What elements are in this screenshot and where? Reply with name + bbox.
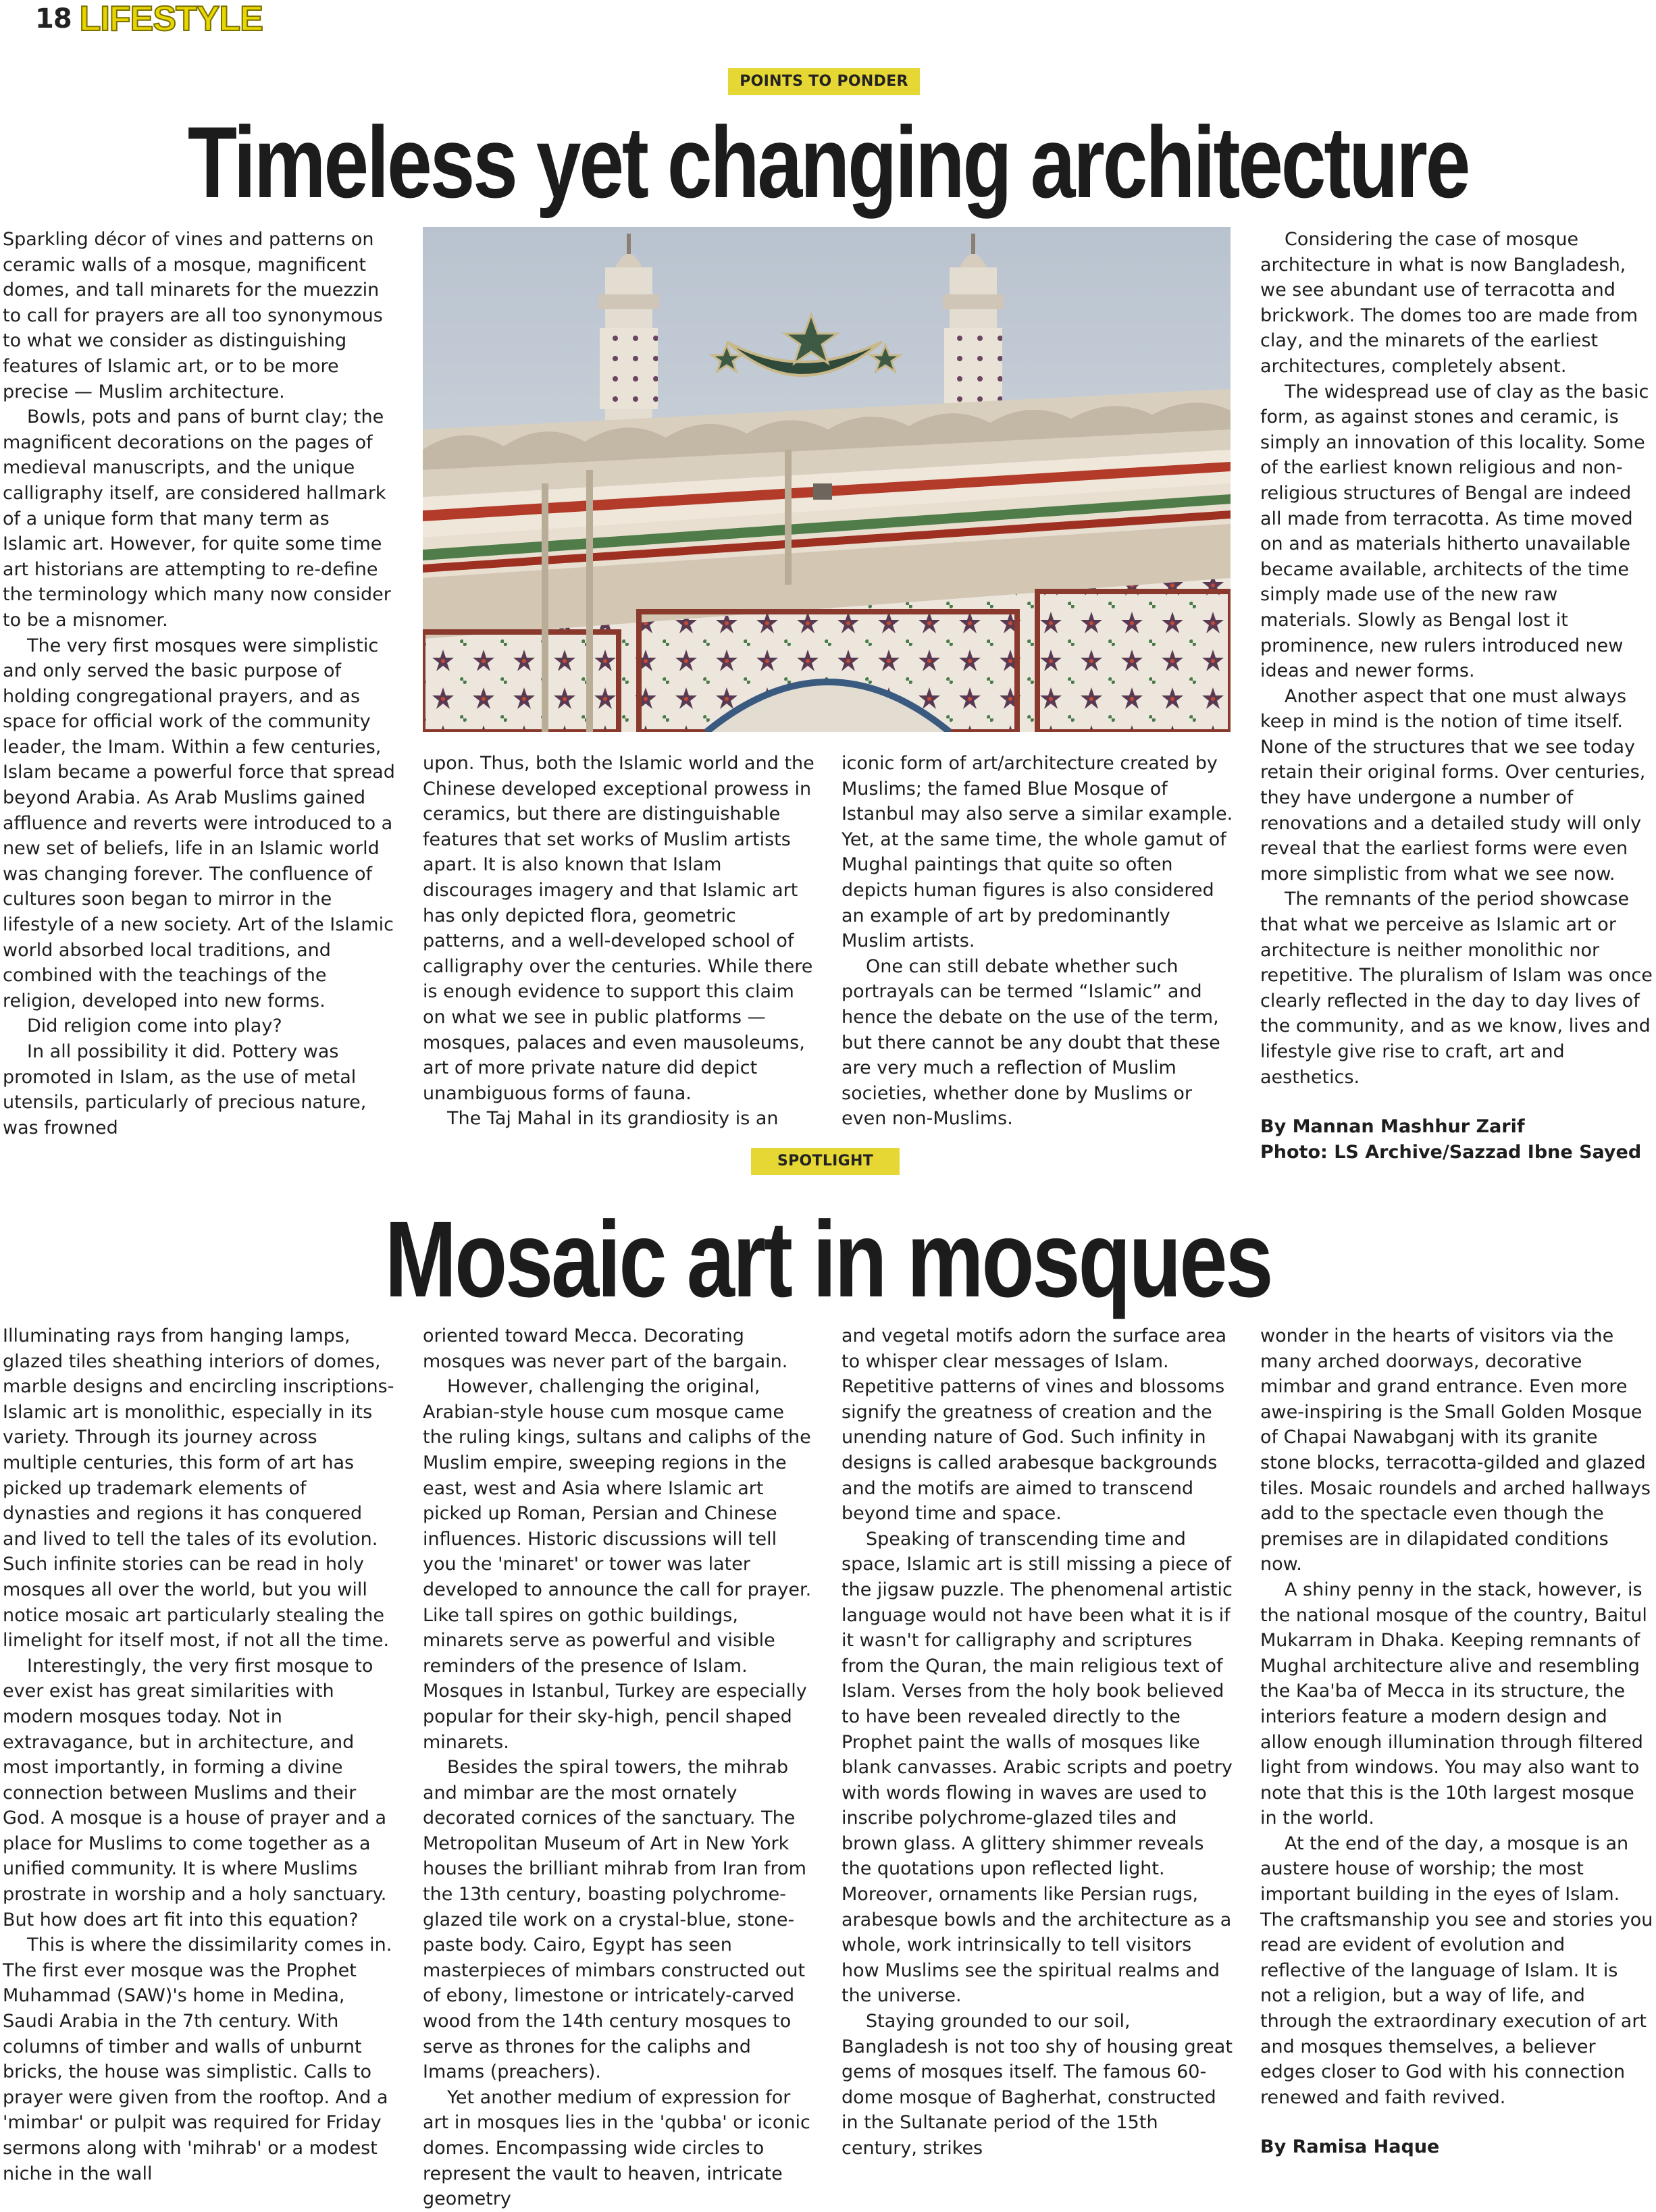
article1-col3	[842, 751, 1233, 1132]
paragraph: The widespread use of clay as the basic form, as against stones and ceramic, is simply an innovation of this locality. Some of the earliest known religious and non-religious structures of Bengal are indeed all made from terracotta. As time moved on and as materials hitherto unavailable became available, architects of the time simply made use of the new raw materials. Slowly as Bengal lost it prominence, new rulers introduced new ideas and newer forms.	[1260, 381, 1649, 682]
article1-col1	[3, 227, 396, 1140]
paragraph: Another aspect that one must always keep in mind is the notion of time itself. None of the structures that we see today retain their original forms. Over centuries, they have undergone a number of renovations and a detailed study will only reveal that the earliest forms were even more simplistic from what we see now.	[1260, 685, 1646, 885]
paragraph: At the end of the day, a mosque is an austere house of worship; the most important building in the eyes of Islam. The craftsmanship you see and stories you read are evident of evolution and reflective of the language of Islam. It is not a religion, but a way of life, and through the extraordinary execution of art and mosques themselves, a believer edges closer to God with his connection renewed and faith revived.	[1260, 1833, 1653, 2108]
article2-col1	[3, 1323, 396, 2186]
paragraph: Besides the spiral towers, the mihrab and mimbar are the most ornately decorated cornices of the sanctuary. The Metropolitan Museum of Art in New York houses the brilliant mihrab from Iran from the 13th century, boasting polychrome-glazed tile work on a crystal-blue, stone-paste body. Cairo, Egypt has seen masterpieces of mimbars constructed out of ebony, limestone or intricately-carved wood from the 14th century mosques to serve as thrones for the caliphs and Imams (preachers).	[423, 1757, 806, 2083]
paragraph: Interestingly, the very first mosque to ever exist has great similarities with modern mosques today. Not in extravagance, but in architecture, and most importantly, in forming a divine connection between Muslims and their God. A mosque is a house of prayer and a place for Muslims to come together as a unified community. It is where Muslims prostrate in worship and a holy sanctuary. But how does art fit into this equation?	[3, 1655, 387, 1930]
paragraph: iconic form of art/architecture created by Muslims; the famed Blue Mosque of Istanbul may also serve a similar example. Yet, at the same time, the whole gamut of Mughal paintings that quite so often depicts human figures is also considered an example of art by predominantly Muslim artists.	[842, 753, 1233, 952]
article2-col2	[423, 1323, 814, 2212]
section-title	[80, 0, 263, 39]
paragraph: Speaking of transcending time and space, Islamic art is still missing a piece of the jigsaw puzzle. The phenomenal artistic language would not have been what it is if it wasn't for calligraphy and scriptures from the Quran, the main religious text of Islam. Verses from the holy book believed to have been revealed directly to the Prophet paint the walls of mosques like blank canvasses. Arabic scripts and poetry with words flowing in waves are used to inscribe polychrome-glazed tiles and brown glass. A glittery shimmer reveals the quotations upon reflected light. Moreover, ornaments like Persian rugs, arabesque bowls and the architecture as a whole, work intrinsically to tell visitors how Muslims see the spiritual realms and the universe.	[842, 1528, 1233, 2007]
paragraph: and vegetal motifs adorn the surface area to whisper clear messages of Islam. Repetitive patterns of vines and blossoms signify the greatness of creation and the unending nature of God. Such infinity in designs is called arabesque backgrounds and the motifs are aimed to transcend beyond time and space.	[842, 1325, 1226, 1525]
byline: By Ramisa Haque	[1260, 2136, 1440, 2158]
section-title-part2: STYLE	[153, 0, 263, 38]
paragraph: Bowls, pots and pans of burnt clay; the magnificent decorations on the pages of medieval manuscripts, and the unique calligraphy itself, are considered hallmark of a unique form that many term as Islamic art. However, for quite some time art historians are attempting to re-define the terminology which many now consider to be a misnomer.	[3, 406, 391, 631]
paragraph: Yet another medium of expression for art in mosques lies in the 'qubba' or iconic domes. Encompassing wide circles to represent the vault to heaven, intricate geometry	[423, 2086, 810, 2210]
paragraph: This is where the dissimilarity comes in. The first ever mosque was the Prophet Muhammad (SAW)'s home in Medina, Saudi Arabia in the 7th century. With columns of timber and walls of unburnt bricks, the house was simplistic. Calls to prayer were given from the rooftop. And a 'mimbar' or pulpit was required for Friday sermons along with 'mihrab' or a modest niche in the wall	[3, 1934, 392, 2184]
article1-kicker: POINTS TO PONDER	[728, 68, 920, 95]
masthead	[35, 0, 263, 38]
paragraph: One can still debate whether such portrayals can be termed “Islamic” and hence the debate on the use of the term, but there cannot be any doubt that these are very much a reflection of Muslim societies, whether done by Muslims or even non-Muslims.	[842, 955, 1220, 1130]
paragraph: wonder in the hearts of visitors via the many arched doorways, decorative mimbar and grand entrance. Even more awe-inspiring is the Small Golden Mosque of Chapai Nawabganj with its granite stone blocks, terracotta-gilded and glazed tiles. Mosaic roundels and arched hallways add to the spectacle even though the premises are in dilapidated conditions now.	[1260, 1325, 1651, 1575]
paragraph: Did religion come into play?	[27, 1016, 282, 1037]
article2-col3	[842, 1323, 1233, 2161]
paragraph: Sparkling décor of vines and patterns on ceramic walls of a mosque, magnificent domes, and tall minarets for the muezzin to call for prayers are all too synonymous to what we consider as distinguishing features of Islamic art, or to be more precise — Muslim architecture.	[3, 229, 383, 402]
paragraph: The remnants of the period showcase that what we perceive as Islamic art or architecture is neither monolithic nor repetitive. The pluralism of Islam was once clearly reflected in the day to day lives of the community, and as we know, lives and lifestyle give rise to craft, art and aesthetics.	[1260, 889, 1653, 1088]
section-title-part1: LIFE	[79, 0, 153, 38]
page-number: 18	[35, 3, 72, 34]
photo-credit: Photo: LS Archive/Sazzad Ibne Sayed	[1260, 1141, 1642, 1163]
article2-headline: Mosaic art in mosques	[384, 1199, 1272, 1319]
paragraph: However, challenging the original, Arabian-style house cum mosque came the ruling kings, sultans and caliphs of the Muslim empire, sweeping regions in the east, west and Asia where Islamic art picked up Roman, Persian and Chinese influences. Historic discussions will tell you the 'minaret' or tower was later developed to announce the call for prayer. Like tall spires on gothic buildings, minarets serve as powerful and visible reminders of the presence of Islam. Mosques in Istanbul, Turkey are especially popular for their sky-high, pencil shaped minarets.	[423, 1376, 812, 1753]
article1-col4	[1260, 227, 1653, 1165]
paragraph: Considering the case of mosque architecture in what is now Bangladesh, we see abundant use of terracotta and brickwork. The domes too are made from clay, and the minarets of the earliest architectures, completely absent.	[1260, 229, 1638, 377]
article2-kicker: SPOTLIGHT	[751, 1148, 900, 1175]
paragraph: oriented toward Mecca. Decorating mosques was never part of the bargain.	[423, 1325, 788, 1372]
paragraph: Illuminating rays from hanging lamps, glazed tiles sheathing interiors of domes, marble designs and encircling inscriptions- Islamic art is monolithic, especially in its variety. Through its journey across multiple centuries, this form of art has picked up trademark elements of dynasties and regions it has conquered and lived to tell the tales of its evolution. Such infinite stories can be read in holy mosques all over the world, but you will notice mosaic art particularly stealing the limelight for itself most, if not all the time.	[3, 1325, 394, 1652]
paragraph: The Taj Mahal in its grandiosity is an	[447, 1108, 779, 1130]
article1-headline: Timeless yet changing architecture	[187, 105, 1469, 219]
mosque-facade-photo	[423, 227, 1231, 732]
article1-col2	[423, 751, 814, 1132]
article2-col4	[1260, 1323, 1653, 2160]
paragraph: upon. Thus, both the Islamic world and the Chinese developed exceptional prowess in ceramics, but there are distinguishable features that set works of Muslim artists apart. It is also known that Islam discourages imagery and that Islamic art has only depicted flora, geometric patterns, and a well-developed school of calligraphy over the centuries. While there is enough evidence to support this claim on what we see in public platforms — mosques, palaces and even mausoleums, art of more private nature did depict unambiguous forms of fauna.	[423, 753, 814, 1104]
paragraph: In all possibility it did. Pottery was promoted in Islam, as the use of metal utensils, particularly of precious nature, was frowned	[3, 1041, 367, 1138]
paragraph: The very first mosques were simplistic and only served the basic purpose of holding congregational prayers, and as space for official work of the community leader, the Imam. Within a few centuries, Islam became a powerful force that spread beyond Arabia. As Arab Muslims gained affluence and reverts were introduced to a new set of beliefs, life in an Islamic world was changing forever. The confluence of cultures soon began to mirror in the lifestyle of a new society. Art of the Islamic world absorbed local traditions, and combined with the teachings of the religion, developed into new forms.	[3, 635, 395, 1011]
paragraph: A shiny penny in the stack, however, is the national mosque of the country, Baitul Mukarram in Dhaka. Keeping remnants of Mughal architecture alive and resembling the Kaa'ba of Mecca in its structure, the interiors feature a modern design and allow enough illumination through filtered light from windows. You may also want to note that this is the 10th largest mosque in the world.	[1260, 1579, 1647, 1829]
byline: By Mannan Mashhur Zarif	[1260, 1116, 1525, 1138]
paragraph: Staying grounded to our soil, Bangladesh is not too shy of housing great gems of mosques itself. The famous 60-dome mosque of Bagherhat, constructed in the Sultanate period of the 15th century, strikes	[842, 2011, 1233, 2159]
